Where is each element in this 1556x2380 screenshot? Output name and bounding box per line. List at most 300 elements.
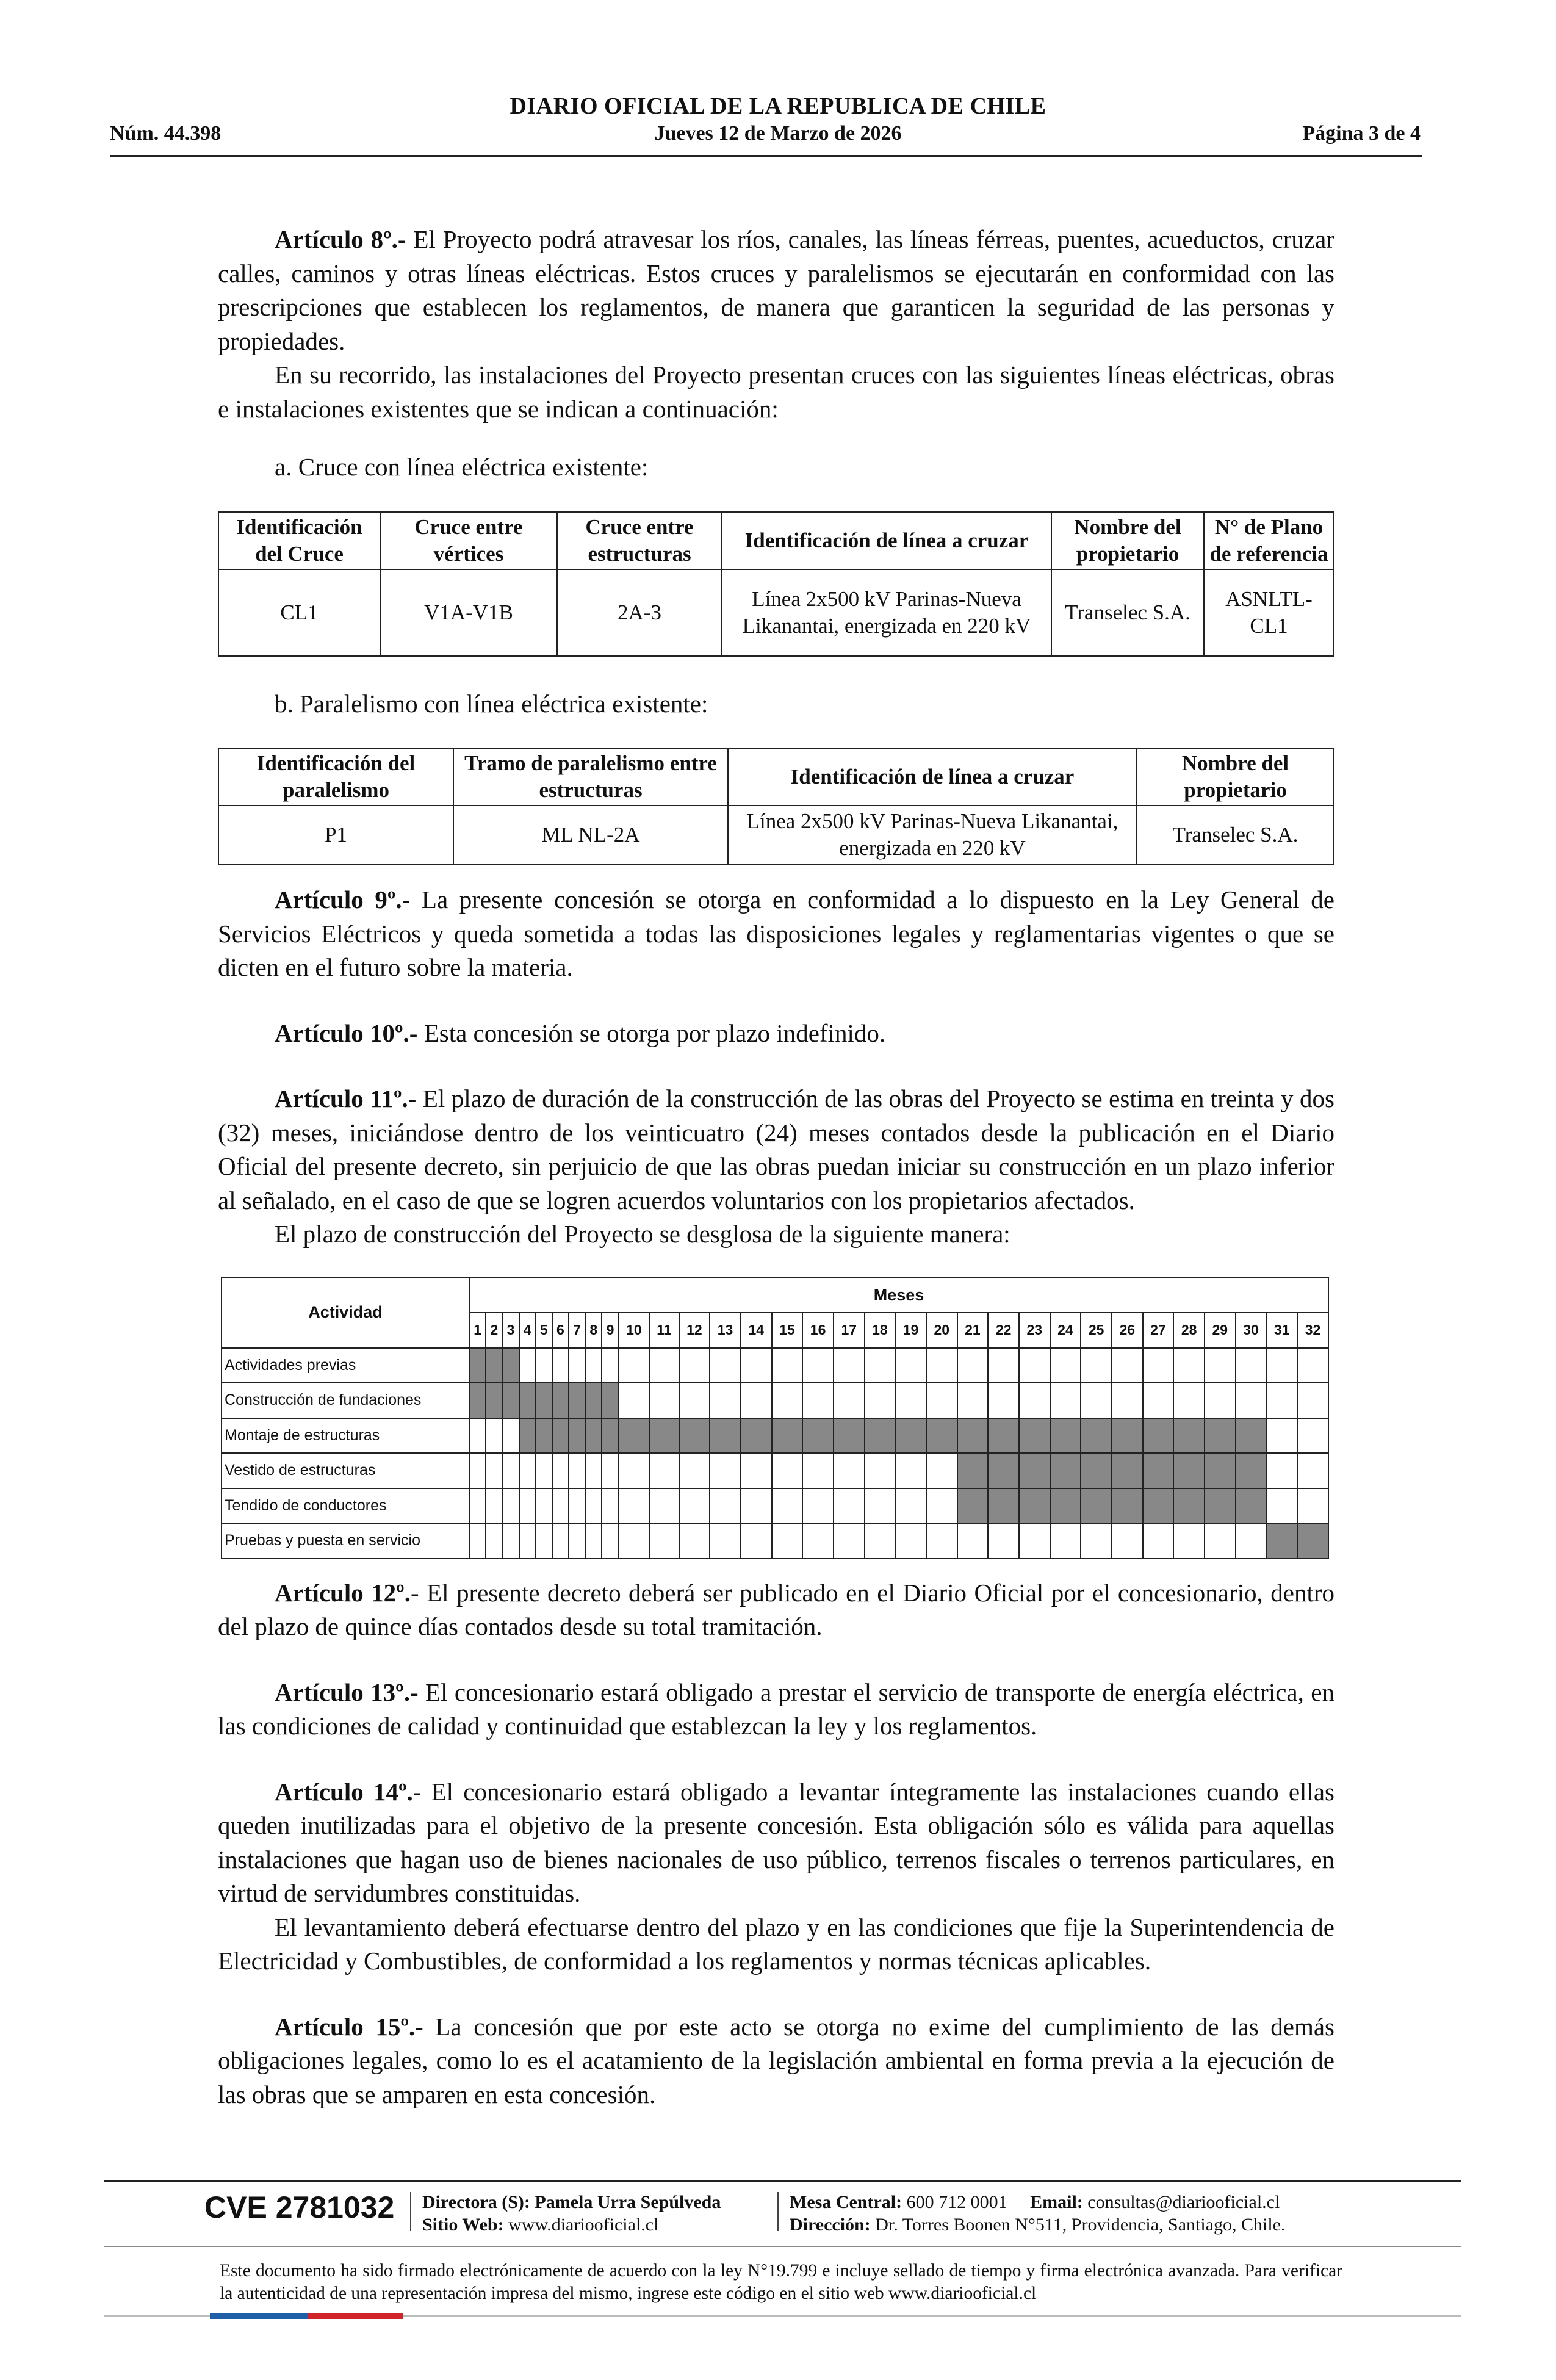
schedule-cell	[649, 1523, 679, 1559]
month-number: 24	[1050, 1313, 1081, 1348]
month-number: 14	[741, 1313, 772, 1348]
schedule-bar-cell	[552, 1418, 569, 1454]
schedule-cell	[1266, 1453, 1297, 1488]
schedule-bar-cell	[1019, 1488, 1050, 1524]
schedule-cell	[1050, 1348, 1081, 1383]
month-number: 20	[926, 1313, 957, 1348]
month-number: 21	[957, 1313, 989, 1348]
schedule-cell	[569, 1523, 585, 1559]
schedule-cell	[502, 1488, 519, 1524]
schedule-cell	[926, 1348, 957, 1383]
article-14-paragraph-2: El levantamiento deberá efectuarse dentro del plazo y en las condiciones que fije la Superintendencia de Electricidad y Combustibles, de conformidad a los reglamentos y normas técnicas aplicables.	[218, 1913, 1334, 1975]
month-number: 32	[1297, 1313, 1328, 1348]
schedule-bar-cell	[1173, 1453, 1205, 1488]
schedule-cell	[649, 1488, 679, 1524]
schedule-cell	[1297, 1453, 1328, 1488]
schedule-cell	[519, 1488, 536, 1524]
article-10-heading: Artículo 10º.-	[275, 1019, 418, 1047]
construction-schedule	[221, 1277, 1329, 1559]
schedule-cell	[502, 1418, 519, 1454]
schedule-cell	[1143, 1523, 1174, 1559]
schedule-cell	[710, 1453, 741, 1488]
schedule-cell	[1019, 1523, 1050, 1559]
article-11-paragraph-2: El plazo de construcción del Proyecto se desglosa de la siguiente manera:	[275, 1220, 1010, 1248]
flag-bar-red	[308, 2313, 403, 2319]
article-13-text: El concesionario estará obligado a prestar el servicio de transporte de energía eléctrica, en las condiciones de calidad y continuidad que establezcan la ley y los reglamentos.	[218, 1678, 1335, 1740]
table-header-cell: Cruce entre vértices	[380, 512, 557, 569]
schedule-bar-cell	[834, 1418, 865, 1454]
table-b-caption: b. Paralelismo con línea eléctrica existente:	[275, 689, 708, 718]
schedule-cell	[802, 1523, 834, 1559]
schedule-bar-cell	[1143, 1418, 1174, 1454]
schedule-cell	[569, 1348, 585, 1383]
schedule-bar-cell	[536, 1383, 552, 1418]
months-header: Meses	[469, 1278, 1328, 1313]
article-15	[218, 2010, 1334, 2112]
schedule-bar-cell	[649, 1418, 679, 1454]
schedule-bar-cell	[486, 1383, 502, 1418]
schedule-bar-cell	[1019, 1453, 1050, 1488]
schedule-cell	[619, 1453, 650, 1488]
month-number: 26	[1112, 1313, 1143, 1348]
schedule-cell	[1050, 1383, 1081, 1418]
schedule-row	[222, 1418, 1328, 1454]
month-number: 7	[569, 1313, 585, 1348]
activity-name: Tendido de conductores	[222, 1488, 469, 1524]
schedule-cell	[1266, 1418, 1297, 1454]
schedule-cell	[502, 1523, 519, 1559]
schedule-bar-cell	[1081, 1418, 1112, 1454]
schedule-bar-cell	[602, 1418, 618, 1454]
schedule-bar-cell	[585, 1383, 602, 1418]
schedule-cell	[552, 1488, 569, 1524]
schedule-bar-cell	[1205, 1488, 1236, 1524]
schedule-bar-cell	[1050, 1453, 1081, 1488]
schedule-cell	[486, 1453, 502, 1488]
article-11-heading: Artículo 11º.-	[275, 1084, 417, 1112]
month-number: 2	[486, 1313, 502, 1348]
schedule-row	[222, 1383, 1328, 1418]
schedule-cell	[1112, 1523, 1143, 1559]
table-cell: ML NL-2A	[453, 806, 728, 864]
month-number: 15	[772, 1313, 803, 1348]
article-12-heading: Artículo 12º.-	[275, 1578, 419, 1607]
footer-rule-2	[104, 2246, 1461, 2247]
schedule-cell	[536, 1453, 552, 1488]
header-rule	[110, 155, 1422, 157]
schedule-cell	[519, 1453, 536, 1488]
table-header-cell: Identificación del paralelismo	[218, 748, 453, 806]
schedule-cell	[502, 1453, 519, 1488]
schedule-bar-cell	[1297, 1523, 1328, 1559]
article-8-paragraph-2: En su recorrido, las instalaciones del Proyecto presentan cruces con las siguientes líneas eléctricas, obras e instalaciones existentes que se indican a continuación:	[218, 361, 1334, 423]
phone-label: Mesa Central:	[790, 2192, 902, 2212]
schedule-cell	[585, 1523, 602, 1559]
schedule-header-row	[222, 1278, 1328, 1313]
schedule-cell	[957, 1523, 989, 1559]
schedule-bar-cell	[585, 1418, 602, 1454]
month-number: 11	[649, 1313, 679, 1348]
schedule-bar-cell	[1236, 1418, 1267, 1454]
schedule-bar-cell	[519, 1383, 536, 1418]
schedule-bar-cell	[619, 1418, 650, 1454]
article-11	[218, 1082, 1334, 1217]
schedule-cell	[1266, 1348, 1297, 1383]
activity-name: Vestido de estructuras	[222, 1453, 469, 1488]
table-cell: Transelec S.A.	[1137, 806, 1334, 864]
article-12	[218, 1576, 1334, 1644]
issue-number: Núm. 44.398	[110, 122, 222, 145]
signature-note: Este documento ha sido firmado electrónicamente de acuerdo con la ley N°19.799 e incluye sellado de tiempo y firma electrónica avanzada. Para verificar la autenticidad de una representación impresa del mismo, ingrese este código en el sitio web www.diariooficial.cl	[220, 2261, 1342, 2303]
schedule-cell	[1081, 1523, 1112, 1559]
table-header-cell: Identificación de línea a cruzar	[728, 748, 1137, 806]
schedule-bar-cell	[1205, 1418, 1236, 1454]
schedule-cell	[619, 1523, 650, 1559]
schedule-bar-cell	[1173, 1488, 1205, 1524]
schedule-bar-cell	[957, 1488, 989, 1524]
schedule-cell	[895, 1523, 926, 1559]
month-number: 9	[602, 1313, 618, 1348]
schedule-bar-cell	[1081, 1488, 1112, 1524]
footer-contact	[790, 2191, 1286, 2236]
activity-name: Montaje de estructuras	[222, 1418, 469, 1454]
schedule-cell	[552, 1453, 569, 1488]
schedule-cell	[741, 1383, 772, 1418]
schedule-bar-cell	[957, 1418, 989, 1454]
table-a-caption: a. Cruce con línea eléctrica existente:	[275, 453, 649, 481]
month-number: 17	[834, 1313, 865, 1348]
schedule-cell	[1173, 1383, 1205, 1418]
schedule-cell	[1297, 1488, 1328, 1524]
page-number: Página 3 de 4	[1302, 122, 1421, 145]
table-cell: CL1	[218, 569, 380, 656]
article-9-heading: Artículo 9º.-	[275, 885, 411, 914]
cve-code: CVE 2781032	[204, 2190, 395, 2224]
schedule-bar-cell	[1236, 1488, 1267, 1524]
article-9-text: La presente concesión se otorga en conformidad a lo dispuesto en la Ley General de Servicios Eléctricos y queda sometida a todas las disposiciones legales y reglamentarias vigentes o que se dicten en el futuro sobre la materia.	[218, 885, 1334, 981]
month-number: 22	[988, 1313, 1019, 1348]
schedule-cell	[710, 1488, 741, 1524]
schedule-cell	[1143, 1383, 1174, 1418]
schedule-cell	[772, 1453, 803, 1488]
footer-separator	[410, 2192, 411, 2231]
flag-bar-blue	[210, 2313, 308, 2319]
table-header-cell: N° de Plano de referencia	[1204, 512, 1334, 569]
schedule-bar-cell	[802, 1418, 834, 1454]
schedule-cell	[926, 1453, 957, 1488]
activity-name: Construcción de fundaciones	[222, 1383, 469, 1418]
schedule-bar-cell	[1236, 1453, 1267, 1488]
article-13-heading: Artículo 13º.-	[275, 1678, 419, 1706]
schedule-bar-cell	[502, 1348, 519, 1383]
schedule-cell	[802, 1348, 834, 1383]
month-number: 8	[585, 1313, 602, 1348]
schedule-bar-cell	[602, 1383, 618, 1418]
schedule-bar-cell	[1173, 1418, 1205, 1454]
schedule-cell	[1143, 1348, 1174, 1383]
schedule-cell	[926, 1488, 957, 1524]
schedule-bar-cell	[1205, 1453, 1236, 1488]
schedule-row	[222, 1348, 1328, 1383]
schedule-cell	[802, 1383, 834, 1418]
article-14-heading: Artículo 14º.-	[275, 1777, 422, 1806]
schedule-cell	[957, 1348, 989, 1383]
schedule-cell	[569, 1453, 585, 1488]
schedule-cell	[519, 1348, 536, 1383]
month-number: 25	[1081, 1313, 1112, 1348]
schedule-cell	[895, 1453, 926, 1488]
table-cell: P1	[218, 806, 453, 864]
schedule-cell	[1019, 1383, 1050, 1418]
address-value: Dr. Torres Boonen N°511, Providencia, Santiago, Chile.	[875, 2215, 1286, 2235]
schedule-cell	[1112, 1383, 1143, 1418]
schedule-cell	[602, 1348, 618, 1383]
schedule-cell	[536, 1523, 552, 1559]
schedule-cell	[1297, 1383, 1328, 1418]
schedule-cell	[649, 1348, 679, 1383]
schedule-bar-cell	[1081, 1453, 1112, 1488]
schedule-cell	[988, 1383, 1019, 1418]
address-label: Dirección:	[790, 2215, 871, 2235]
schedule-bar-cell	[1050, 1488, 1081, 1524]
schedule-bar-cell	[519, 1418, 536, 1454]
schedule-cell	[486, 1488, 502, 1524]
schedule-row	[222, 1453, 1328, 1488]
schedule-cell	[679, 1383, 710, 1418]
schedule-cell	[619, 1383, 650, 1418]
schedule-bar-cell	[679, 1418, 710, 1454]
month-number: 16	[802, 1313, 834, 1348]
article-10	[218, 1017, 1334, 1051]
footer-separator	[777, 2192, 779, 2231]
schedule-cell	[772, 1348, 803, 1383]
footer-rule	[104, 2180, 1461, 2182]
schedule-cell	[772, 1383, 803, 1418]
schedule-cell	[679, 1348, 710, 1383]
activity-name: Actividades previas	[222, 1348, 469, 1383]
schedule-cell	[926, 1383, 957, 1418]
schedule-cell	[649, 1453, 679, 1488]
activity-header: Actividad	[222, 1278, 469, 1348]
schedule-cell	[1236, 1383, 1267, 1418]
schedule-cell	[957, 1383, 989, 1418]
schedule-cell	[710, 1348, 741, 1383]
month-number: 19	[895, 1313, 926, 1348]
month-number: 6	[552, 1313, 569, 1348]
article-8-heading: Artículo 8º.-	[275, 225, 406, 253]
schedule-cell	[1236, 1523, 1267, 1559]
schedule-bar-cell	[569, 1383, 585, 1418]
schedule-cell	[536, 1348, 552, 1383]
schedule-cell	[865, 1488, 896, 1524]
director-name: Pamela Urra Sepúlveda	[535, 2192, 721, 2212]
month-number: 28	[1173, 1313, 1205, 1348]
table-cell: Transelec S.A.	[1051, 569, 1204, 656]
schedule-bar-cell	[865, 1418, 896, 1454]
schedule-cell	[602, 1523, 618, 1559]
article-13	[218, 1676, 1334, 1744]
main-content	[218, 223, 1334, 2111]
schedule-cell	[1050, 1523, 1081, 1559]
month-number: 1	[469, 1313, 486, 1348]
article-11-text: El plazo de duración de la construcción de las obras del Proyecto se estima en treinta y dos (32) meses, iniciándose dentro de los veinticuatro (24) meses contados desde la publicación en el Diario Oficial del presente decreto, sin perjuicio de que las obras puedan iniciar su construcción en un plazo inferior al señalado, en el caso de que se logren acuerdos voluntarios con los propietarios afectados.	[218, 1084, 1334, 1214]
schedule-cell	[1173, 1523, 1205, 1559]
schedule-cell	[741, 1488, 772, 1524]
schedule-cell	[741, 1348, 772, 1383]
table-header-cell: Cruce entre estructuras	[557, 512, 722, 569]
month-number: 5	[536, 1313, 552, 1348]
schedule-cell	[469, 1418, 486, 1454]
month-number: 29	[1205, 1313, 1236, 1348]
schedule-cell	[926, 1523, 957, 1559]
month-number: 3	[502, 1313, 519, 1348]
schedule-bar-cell	[926, 1418, 957, 1454]
schedule-cell	[802, 1488, 834, 1524]
web-link[interactable]: www.diariooficial.cl	[508, 2215, 659, 2235]
month-number: 31	[1266, 1313, 1297, 1348]
month-number: 18	[865, 1313, 896, 1348]
schedule-cell	[895, 1383, 926, 1418]
month-number: 12	[679, 1313, 710, 1348]
schedule-cell	[619, 1488, 650, 1524]
parallelism-table	[218, 748, 1334, 865]
schedule-cell	[772, 1523, 803, 1559]
schedule-bar-cell	[741, 1418, 772, 1454]
table-cell: 2A-3	[557, 569, 722, 656]
schedule-cell	[1081, 1383, 1112, 1418]
schedule-cell	[679, 1488, 710, 1524]
schedule-cell	[834, 1488, 865, 1524]
schedule-cell	[988, 1523, 1019, 1559]
schedule-cell	[585, 1348, 602, 1383]
schedule-cell	[865, 1523, 896, 1559]
schedule-bar-cell	[469, 1348, 486, 1383]
schedule-cell	[802, 1453, 834, 1488]
schedule-cell	[649, 1383, 679, 1418]
schedule-bar-cell	[1050, 1418, 1081, 1454]
newspaper-title: DIARIO OFICIAL DE LA REPUBLICA DE CHILE	[510, 93, 1046, 119]
schedule-cell	[1236, 1348, 1267, 1383]
schedule-cell	[834, 1523, 865, 1559]
schedule-cell	[569, 1488, 585, 1524]
schedule-cell	[679, 1453, 710, 1488]
schedule-cell	[1205, 1523, 1236, 1559]
month-number: 4	[519, 1313, 536, 1348]
schedule-cell	[519, 1523, 536, 1559]
activity-name: Pruebas y puesta en servicio	[222, 1523, 469, 1559]
table-header-cell: Nombre del propietario	[1051, 512, 1204, 569]
schedule-bar-cell	[988, 1418, 1019, 1454]
director-label: Directora (S):	[422, 2192, 530, 2212]
schedule-cell	[895, 1348, 926, 1383]
schedule-cell	[602, 1453, 618, 1488]
schedule-cell	[552, 1523, 569, 1559]
schedule-bar-cell	[1112, 1418, 1143, 1454]
schedule-bar-cell	[1266, 1523, 1297, 1559]
crossing-table	[218, 511, 1334, 657]
schedule-bar-cell	[552, 1383, 569, 1418]
schedule-cell	[602, 1488, 618, 1524]
table-row	[218, 569, 1334, 656]
schedule-bar-cell	[1112, 1453, 1143, 1488]
schedule-cell	[1205, 1383, 1236, 1418]
schedule-cell	[486, 1523, 502, 1559]
table-cell: Línea 2x500 kV Parinas-Nueva Likanantai, energizada en 220 kV	[728, 806, 1137, 864]
schedule-cell	[1266, 1383, 1297, 1418]
article-9	[218, 883, 1334, 985]
month-number: 23	[1019, 1313, 1050, 1348]
schedule-cell	[1266, 1488, 1297, 1524]
schedule-bar-cell	[988, 1453, 1019, 1488]
schedule-bar-cell	[536, 1418, 552, 1454]
schedule-bar-cell	[502, 1383, 519, 1418]
schedule-cell	[1081, 1348, 1112, 1383]
schedule-bar-cell	[569, 1418, 585, 1454]
schedule-cell	[834, 1383, 865, 1418]
schedule-cell	[1112, 1348, 1143, 1383]
schedule-cell	[486, 1418, 502, 1454]
schedule-bar-cell	[957, 1453, 989, 1488]
schedule-cell	[772, 1488, 803, 1524]
schedule-cell	[834, 1348, 865, 1383]
table-header-cell: Nombre del propietario	[1137, 748, 1334, 806]
schedule-cell	[536, 1488, 552, 1524]
table-cell: V1A-V1B	[380, 569, 557, 656]
month-number: 30	[1236, 1313, 1267, 1348]
schedule-cell	[469, 1488, 486, 1524]
table-cell: ASNLTL-CL1	[1204, 569, 1334, 656]
schedule-bar-cell	[1019, 1418, 1050, 1454]
schedule-bar-cell	[988, 1488, 1019, 1524]
schedule-cell	[1297, 1418, 1328, 1454]
schedule-cell	[1205, 1348, 1236, 1383]
web-label: Sitio Web:	[422, 2215, 504, 2235]
schedule-cell	[552, 1348, 569, 1383]
table-header-cell: Identificación del Cruce	[218, 512, 380, 569]
schedule-row	[222, 1488, 1328, 1524]
article-14-text: El concesionario estará obligado a levantar íntegramente las instalaciones cuando ellas queden inutilizadas para el objetivo de la presente concesión. Esta obligación sólo es válida para aquellas instalaciones que hagan uso de bienes nacionales de uso público, terrenos fiscales o terrenos particulares, en virtud de servidumbres constituidas.	[218, 1777, 1334, 1907]
month-number: 13	[710, 1313, 741, 1348]
schedule-row	[222, 1523, 1328, 1559]
schedule-cell	[865, 1348, 896, 1383]
schedule-bar-cell	[710, 1418, 741, 1454]
schedule-cell	[585, 1488, 602, 1524]
schedule-cell	[741, 1523, 772, 1559]
schedule-cell	[895, 1488, 926, 1524]
schedule-bar-cell	[1112, 1488, 1143, 1524]
table-header-cell: Identificación de línea a cruzar	[722, 512, 1051, 569]
article-8	[218, 223, 1334, 358]
schedule-cell	[585, 1453, 602, 1488]
month-number: 10	[619, 1313, 650, 1348]
schedule-bar-cell	[1143, 1453, 1174, 1488]
schedule-cell	[469, 1453, 486, 1488]
schedule-cell	[865, 1383, 896, 1418]
schedule-cell	[988, 1348, 1019, 1383]
phone-value: 600 712 0001	[906, 2192, 1007, 2212]
article-15-heading: Artículo 15º.-	[275, 2012, 423, 2041]
article-10-text: Esta concesión se otorga por plazo indefinido.	[417, 1019, 886, 1047]
schedule-cell	[710, 1523, 741, 1559]
month-number: 27	[1143, 1313, 1174, 1348]
email-link[interactable]: consultas@diariooficial.cl	[1087, 2192, 1280, 2212]
table-row	[218, 806, 1334, 864]
schedule-cell	[865, 1453, 896, 1488]
schedule-bar-cell	[772, 1418, 803, 1454]
email-label: Email:	[1030, 2192, 1083, 2212]
schedule-bar-cell	[1143, 1488, 1174, 1524]
schedule-cell	[834, 1453, 865, 1488]
